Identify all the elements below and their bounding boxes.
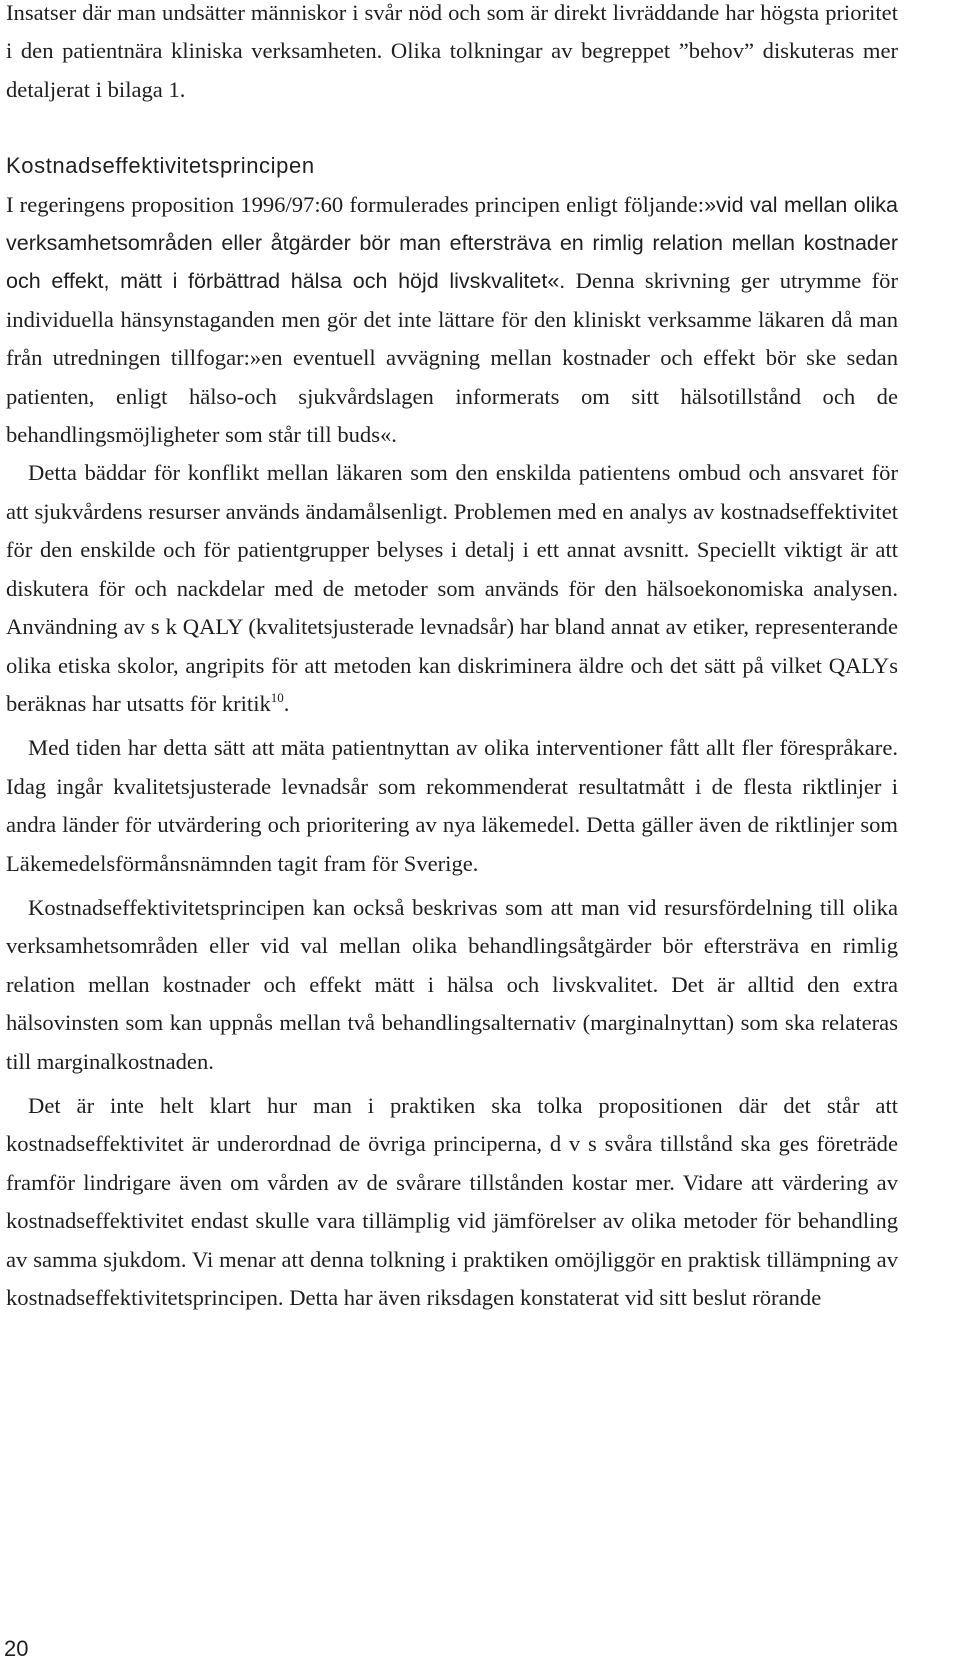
paragraph-conflict <box>6 454 898 723</box>
section-heading: Kostnadseffektivitetsprincipen <box>6 153 315 179</box>
footnote-reference[interactable]: 10 <box>270 689 284 705</box>
proposition-intro: I regeringens proposition 1996/97:60 formulerades principen enligt följande: <box>6 191 705 217</box>
paragraph-conflict-text: Detta bäddar för konflikt mellan läkaren som den enskilda patientens ombud och ansvaret för att sjukvårdens resurser används ändamålsenligt. Problemen med en analys av kostnadseffektivitet för den enskilde och för patientgrupper belyses i detalj i ett annat avsnitt. Speciellt viktigt är att diskutera för och nackdelar med de metoder som används för den hälsoekonomiska analysen. Användning av s k QALY (kvalitetsjusterade levnadsår) har bland annat av etiker, representerande olika etiska skolor, angripits för att metoden kan diskriminera äldre och det sätt på vilket QALYs beräknas har utsatts för kritik <box>6 460 898 716</box>
paragraph-interpretation: Det är inte helt klart hur man i praktiken ska tolka propositionen där det står att kostnadseffektivitet är underordnad de övriga principerna, d v s svåra tillstånd ska ges företräde framför lindrigare även om vården av de svårare tillstånden kostar mer. Vidare att värdering av kostnadseffektivitet endast skulle vara tillämplig vid jämförelser av olika metoder för behandling av samma sjukdom. Vi menar att denna tolkning i praktiken omöjliggör en praktisk tillämpning av kostnadseffektivitetsprincipen. Detta har även riksdagen konstaterat vid sitt beslut rörande <box>6 1092 898 1310</box>
paragraph-qaly-adoption: Med tiden har detta sätt att mäta patientnyttan av olika interventioner fått allt fler förespråkare. Idag ingår kvalitetsjusterade levnadsår som rekommenderat resultatmått i de flesta riktlinjer i andra länder för utvärdering och prioritering av nya läkemedel. Detta gäller även de riktlinjer som Läkemedelsförmånsnämnden tagit fram för Sverige. <box>6 735 898 876</box>
body-text <box>6 0 898 1317</box>
paragraph-proposition <box>6 186 898 455</box>
intro-paragraph: Insatser där man undsätter människor i svår nöd och som är direkt livräddande har högsta prioritet i den patientnära kliniska verksamheten. Olika tolkningar av begreppet ”behov” diskuteras mer detaljerat i bilaga 1. <box>6 0 898 102</box>
proposition-commentary: Denna skrivning ger utrymme för individuella hänsynstaganden men gör det inte lättare för den kliniskt verksamme läkaren då man från utredningen tillfogar:»en eventuell avvägning mellan kostnader och effekt bör ske sedan patienten, enligt hälso-och sjukvårdslagen informerats om sitt hälsotillstånd och de behandlingsmöjligheter som står till buds«. <box>6 268 898 448</box>
paragraph-conflict-end: . <box>283 690 290 716</box>
page-number: 20 <box>4 1636 29 1661</box>
proposition-quote: »vid val mellan olika verksamhetsområden eller åtgärder bör man eftersträva en rimlig relation mellan kostnader och effekt, mätt i förbättrad hälsa och höjd livskvalitet«. <box>6 192 898 294</box>
paragraph-principle-description: Kostnadseffektivitetsprincipen kan också beskrivas som att man vid resursfördelning till olika verksamhetsområden eller vid val mellan olika behandlingsåtgärder bör eftersträva en rimlig relation mellan kostnader och effekt mätt i hälsa och livskvalitet. Det är alltid den extra hälsovinsten som kan uppnås mellan två behandlingsalternativ (marginalnyttan) som ska relateras till marginalkostnaden. <box>6 894 898 1074</box>
